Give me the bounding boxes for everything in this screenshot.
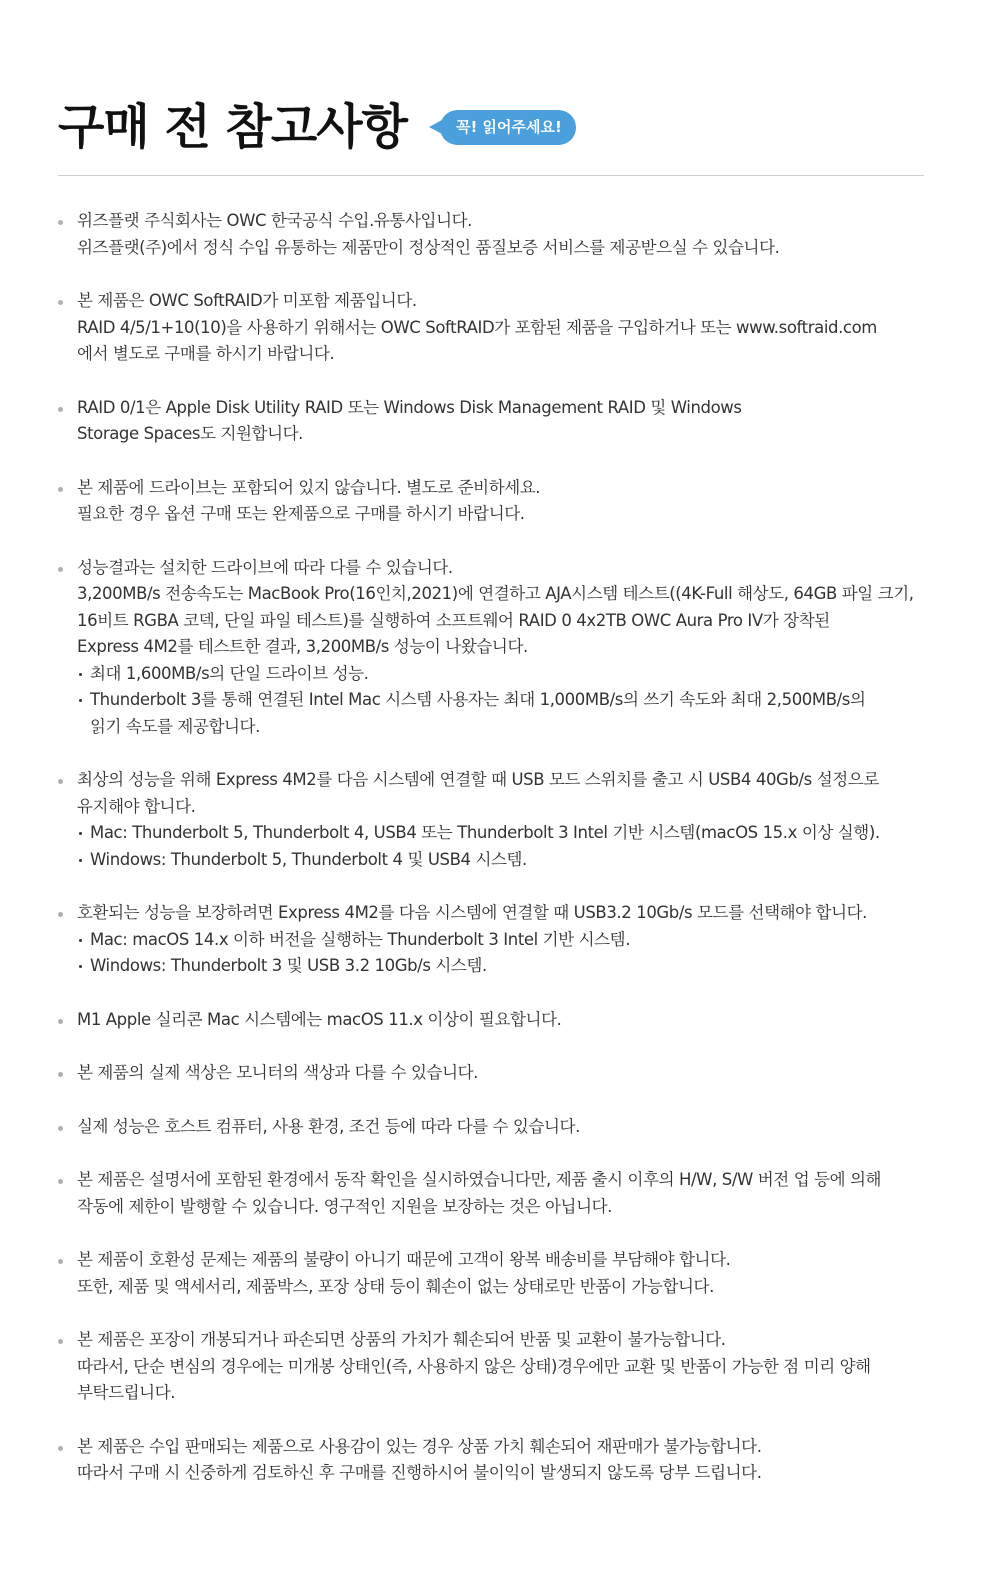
note-item xyxy=(58,475,948,528)
sub-item xyxy=(77,661,948,688)
note-line: 에서 별도로 구매를 하시기 바랍니다. xyxy=(77,344,335,363)
bullet-icon xyxy=(58,1072,63,1077)
note-item xyxy=(58,900,948,980)
note-line: 성능결과는 설치한 드라이브에 따라 다를 수 있습니다. xyxy=(77,557,453,577)
note-line: 필요한 경우 옵션 구매 또는 완제품으로 구매를 하시기 바랍니다. xyxy=(77,504,525,523)
bullet-icon xyxy=(58,1126,63,1131)
note-line: 또한, 제품 및 액세서리, 제품박스, 포장 상태 등이 훼손이 없는 상태로만 반품이 가능합니다. xyxy=(77,1276,714,1296)
bullet-icon xyxy=(58,1339,63,1344)
note-item xyxy=(58,1060,948,1087)
note-item xyxy=(58,1167,948,1220)
note-line: 작동에 제한이 발행할 수 있습니다. 영구적인 지원을 보장하는 것은 아닙니다. xyxy=(77,1196,613,1216)
note-line: Express 4M2를 테스트한 결과, 3,200MB/s 성능이 나왔습니다. xyxy=(77,637,528,656)
sub-bullet-icon xyxy=(79,673,82,676)
must-read-badge xyxy=(440,110,576,145)
bullet-icon xyxy=(58,1019,63,1024)
note-item xyxy=(58,1247,948,1300)
note-line: 부탁드립니다. xyxy=(77,1383,176,1402)
sub-bullet-icon xyxy=(79,832,82,835)
bullet-icon xyxy=(58,300,63,305)
note-line: 유지해야 합니다. xyxy=(77,796,196,816)
sub-item xyxy=(77,820,948,847)
bullet-icon xyxy=(58,1446,63,1451)
sub-line: Thunderbolt 3를 통해 연결된 Intel Mac 시스템 사용자는 최대 1,000MB/s의 쓰기 속도와 최대 2,500MB/s의 xyxy=(90,690,866,709)
note-line: 따라서 구매 시 신중하게 검토하신 후 구매를 진행하시어 불이익이 발생되지 않도록 당부 드립니다. xyxy=(77,1463,762,1482)
note-line: 위즈플랫 주식회사는 OWC 한국공식 수입.유통사입니다. xyxy=(77,211,473,230)
note-line: 3,200MB/s 전송속도는 MacBook Pro(16인치,2021)에 연결하고 AJA시스템 테스트((4K-Full 해상도, 64GB 파일 크기, xyxy=(77,584,914,603)
sub-line: Mac: Thunderbolt 5, Thunderbolt 4, USB4 또는 Thunderbolt 3 Intel 기반 시스템(macOS 15.x 이상 실행). xyxy=(90,823,880,842)
sub-line: 읽기 속도를 제공합니다. xyxy=(90,716,260,736)
note-line: Storage Spaces도 지원합니다. xyxy=(77,424,304,443)
header-divider xyxy=(58,175,924,176)
sub-item xyxy=(77,927,948,954)
notes-list xyxy=(58,208,948,1514)
speech-bubble-tail-icon xyxy=(429,120,442,134)
bullet-icon xyxy=(58,1259,63,1264)
note-line: 위즈플랫(주)에서 정식 수입 유통하는 제품만이 정상적인 품질보증 서비스를 제공받으실 수 있습니다. xyxy=(77,237,780,257)
sub-line: Windows: Thunderbolt 3 및 USB 3.2 10Gb/s 시스템. xyxy=(90,956,487,975)
page-header xyxy=(58,92,924,162)
note-line: 호환되는 성능을 보장하려면 Express 4M2를 다음 시스템에 연결할 때 USB3.2 10Gb/s 모드를 선택해야 합니다. xyxy=(77,903,867,922)
note-item xyxy=(58,395,948,448)
sub-line: Windows: Thunderbolt 5, Thunderbolt 4 및 USB4 시스템. xyxy=(90,849,527,869)
note-line: 16비트 RGBA 코덱, 단일 파일 테스트)를 실행하여 소프트웨어 RAID 0 4x2TB OWC Aura Pro IV가 장착된 xyxy=(77,610,830,630)
note-line: 본 제품은 OWC SoftRAID가 미포함 제품입니다. xyxy=(77,291,417,310)
note-item xyxy=(58,208,948,261)
sub-line: 최대 1,600MB/s의 단일 드라이브 성능. xyxy=(90,663,369,683)
bullet-icon xyxy=(58,567,63,572)
sub-bullet-icon xyxy=(79,965,82,968)
badge-label: 꼭! 읽어주세요! xyxy=(456,118,562,136)
bullet-icon xyxy=(58,912,63,917)
sub-bullet-icon xyxy=(79,939,82,942)
note-line: 본 제품은 포장이 개봉되거나 파손되면 상품의 가치가 훼손되어 반품 및 교환이 불가능합니다. xyxy=(77,1330,726,1349)
note-item xyxy=(58,288,948,368)
note-item xyxy=(58,1327,948,1407)
sub-item xyxy=(77,953,948,980)
sub-bullet-icon xyxy=(79,859,82,862)
sub-item xyxy=(77,687,948,740)
sub-item xyxy=(77,847,948,874)
bullet-icon xyxy=(58,407,63,412)
note-line: RAID 0/1은 Apple Disk Utility RAID 또는 Windows Disk Management RAID 및 Windows xyxy=(77,397,742,417)
note-line: 본 제품은 설명서에 포함된 환경에서 동작 확인을 실시하였습니다만, 제품 출시 이후의 H/W, S/W 버전 업 등에 의해 xyxy=(77,1170,882,1189)
note-item xyxy=(58,1007,948,1034)
note-line: RAID 4/5/1+10(10)을 사용하기 위해서는 OWC SoftRAID가 포함된 제품을 구입하거나 또는 www.softraid.com xyxy=(77,317,877,337)
sub-bullet-icon xyxy=(79,699,82,702)
sub-line: Mac: macOS 14.x 이하 버전을 실행하는 Thunderbolt 3 Intel 기반 시스템. xyxy=(90,929,631,949)
bullet-icon xyxy=(58,220,63,225)
note-line: 본 제품에 드라이브는 포함되어 있지 않습니다. 별도로 준비하세요. xyxy=(77,477,541,497)
note-line: 본 제품은 수입 판매되는 제품으로 사용감이 있는 경우 상품 가치 훼손되어 재판매가 불가능합니다. xyxy=(77,1436,762,1456)
note-item xyxy=(58,767,948,873)
bullet-icon xyxy=(58,779,63,784)
note-item xyxy=(58,1114,948,1141)
note-line: 본 제품이 호환성 문제는 제품의 불량이 아니기 때문에 고객이 왕복 배송비를 부담해야 합니다. xyxy=(77,1250,731,1269)
note-item xyxy=(58,1434,948,1487)
note-line: 본 제품의 실제 색상은 모니터의 색상과 다를 수 있습니다. xyxy=(77,1063,479,1082)
bullet-icon xyxy=(58,1179,63,1184)
note-line: 따라서, 단순 변심의 경우에는 미개봉 상태인(즉, 사용하지 않은 상태)경우에만 교환 및 반품이 가능한 점 미리 양해 xyxy=(77,1356,871,1376)
note-line: 실제 성능은 호스트 컴퓨터, 사용 환경, 조건 등에 따라 다를 수 있습니다. xyxy=(77,1116,580,1136)
page-title: 구매 전 참고사항 xyxy=(58,99,407,155)
note-item xyxy=(58,555,948,741)
note-line: M1 Apple 실리콘 Mac 시스템에는 macOS 11.x 이상이 필요합니다. xyxy=(77,1009,562,1029)
bullet-icon xyxy=(58,487,63,492)
note-line: 최상의 성능을 위해 Express 4M2를 다음 시스템에 연결할 때 USB 모드 스위치를 출고 시 USB4 40Gb/s 설정으로 xyxy=(77,770,879,789)
